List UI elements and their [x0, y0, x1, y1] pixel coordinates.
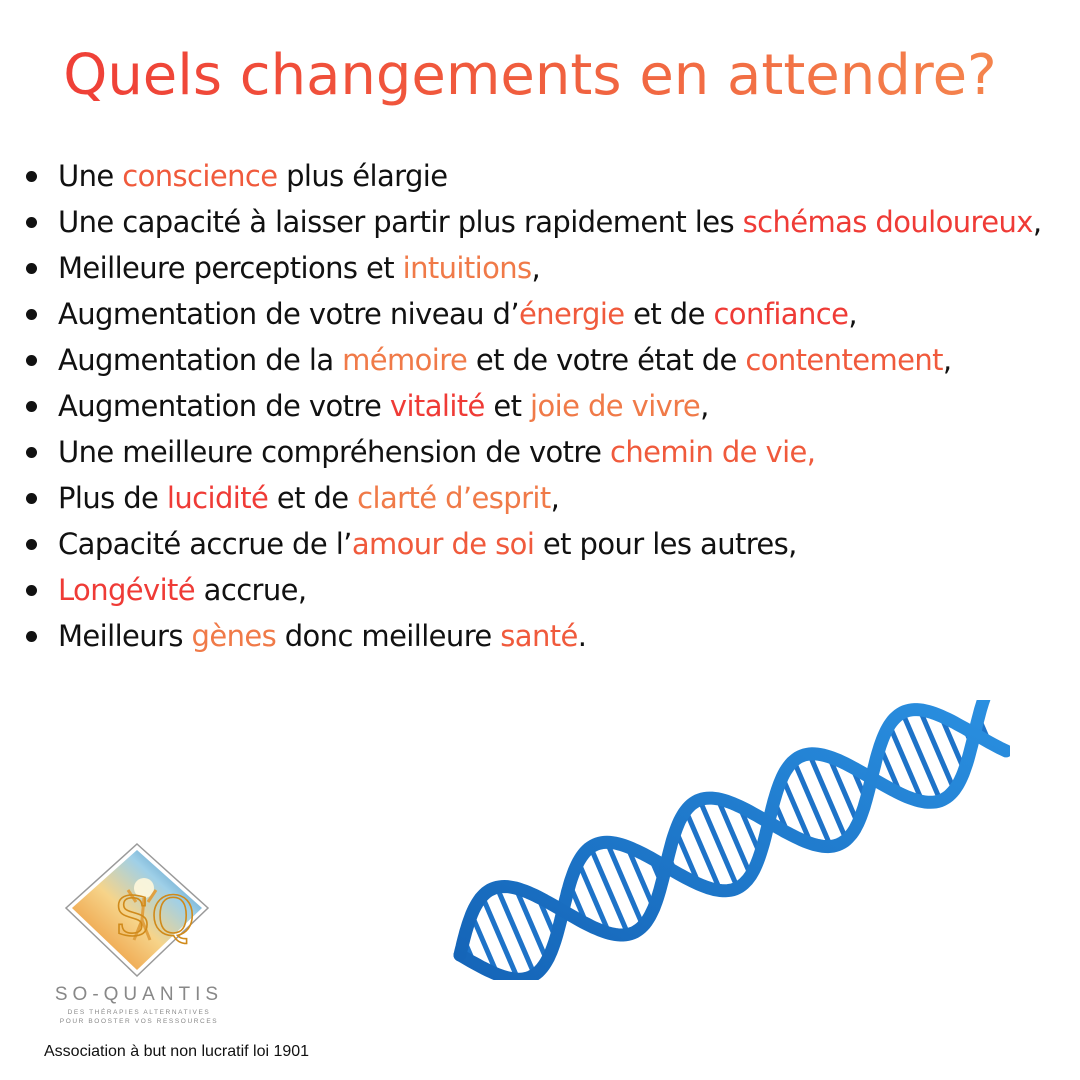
list-item — [22, 245, 1072, 291]
list-item — [22, 613, 1072, 659]
highlighted-keyword: chemin de vie, — [609, 435, 816, 469]
list-item — [22, 567, 1072, 613]
footer-note: Association à but non lucratif loi 1901 — [44, 1043, 310, 1060]
dna-rung — [591, 847, 628, 934]
list-item-text: , — [550, 481, 560, 515]
highlighted-keyword: gènes — [191, 619, 277, 653]
bullet-dot-icon — [26, 217, 37, 228]
bullet-dot-icon — [26, 631, 37, 642]
page-title: Quels changements en attendre? — [0, 40, 1060, 112]
bullet-dot-icon — [26, 401, 37, 412]
list-item-text: accrue, — [195, 573, 307, 607]
list-item-text: plus élargie — [277, 159, 448, 193]
brand-name: SO-QUANTIS — [54, 984, 224, 1005]
bullet-dot-icon — [26, 171, 37, 182]
highlighted-keyword: conscience — [122, 159, 278, 193]
list-item-text: , — [700, 389, 709, 423]
list-item-text: Augmentation de votre niveau d’ — [58, 297, 519, 331]
list-item — [22, 291, 1072, 337]
list-item-text: donc meilleure — [276, 619, 501, 653]
list-item-text: , — [1032, 205, 1042, 239]
list-item-text: Meilleurs — [58, 619, 192, 653]
list-item — [22, 199, 1072, 245]
highlighted-keyword: confiance — [713, 297, 849, 331]
highlighted-keyword: amour de soi — [351, 527, 535, 561]
brand-tagline-line-2: POUR BOOSTER VOS RESSOURCES — [59, 1018, 219, 1025]
highlighted-keyword: énergie — [518, 297, 625, 331]
list-item-text: Une — [58, 159, 123, 193]
list-item-text: et de — [624, 297, 714, 331]
list-item-text: et de votre état de — [467, 343, 746, 377]
bullet-dot-icon — [26, 263, 37, 274]
bullet-dot-icon — [26, 585, 37, 596]
list-item — [22, 383, 1072, 429]
dna-rung — [497, 887, 535, 974]
bullet-dot-icon — [26, 447, 37, 458]
brand-tagline — [44, 1008, 234, 1026]
highlighted-keyword: santé — [500, 619, 578, 653]
list-item-text: Capacité accrue de l’ — [58, 527, 352, 561]
highlighted-keyword: vitalité — [389, 389, 485, 423]
so-quantis-logo-icon — [62, 840, 212, 980]
dna-rung — [700, 800, 738, 888]
list-item-text: Augmentation de votre — [58, 389, 390, 423]
bullet-dot-icon — [26, 309, 37, 320]
highlighted-keyword: Longévité — [58, 573, 196, 607]
bullet-dot-icon — [26, 493, 37, 504]
dna-helix-icon — [440, 700, 1010, 980]
benefits-list — [22, 153, 1072, 659]
list-item — [22, 429, 1072, 475]
logo-monogram: SQ — [114, 885, 196, 948]
highlighted-keyword: contentement — [745, 343, 943, 377]
bullet-dot-icon — [26, 355, 37, 366]
list-item-text: Une capacité à laisser partir plus rapidement les — [58, 205, 743, 239]
list-item-text: Augmentation de la — [58, 343, 343, 377]
list-item-text: , — [848, 297, 857, 331]
list-item-text: Une meilleure compréhension de votre — [58, 435, 610, 469]
list-item — [22, 153, 1072, 199]
list-item — [22, 337, 1072, 383]
highlighted-keyword: intuitions — [402, 251, 532, 285]
highlighted-keyword: mémoire — [342, 343, 468, 377]
dna-rung — [903, 713, 941, 801]
highlighted-keyword: clarté d’esprit — [357, 481, 551, 515]
list-item-text: et de — [268, 481, 358, 515]
list-item-text: , — [942, 343, 952, 377]
list-item-text: , — [531, 251, 541, 285]
list-item-text: et pour les autres, — [534, 527, 797, 561]
list-item-text: Plus de — [58, 481, 167, 515]
list-item — [22, 521, 1072, 567]
brand-tagline-line-1: DES THÉRAPIES ALTERNATIVES — [67, 1009, 211, 1016]
list-item-text: . — [577, 619, 587, 653]
highlighted-keyword: schémas douloureux — [742, 205, 1033, 239]
highlighted-keyword: joie de vivre — [530, 389, 701, 423]
list-item-text: Meilleure perceptions et — [58, 251, 403, 285]
list-item-text: et — [484, 389, 531, 423]
highlighted-keyword: lucidité — [166, 481, 269, 515]
list-item — [22, 475, 1072, 521]
bullet-dot-icon — [26, 539, 37, 550]
